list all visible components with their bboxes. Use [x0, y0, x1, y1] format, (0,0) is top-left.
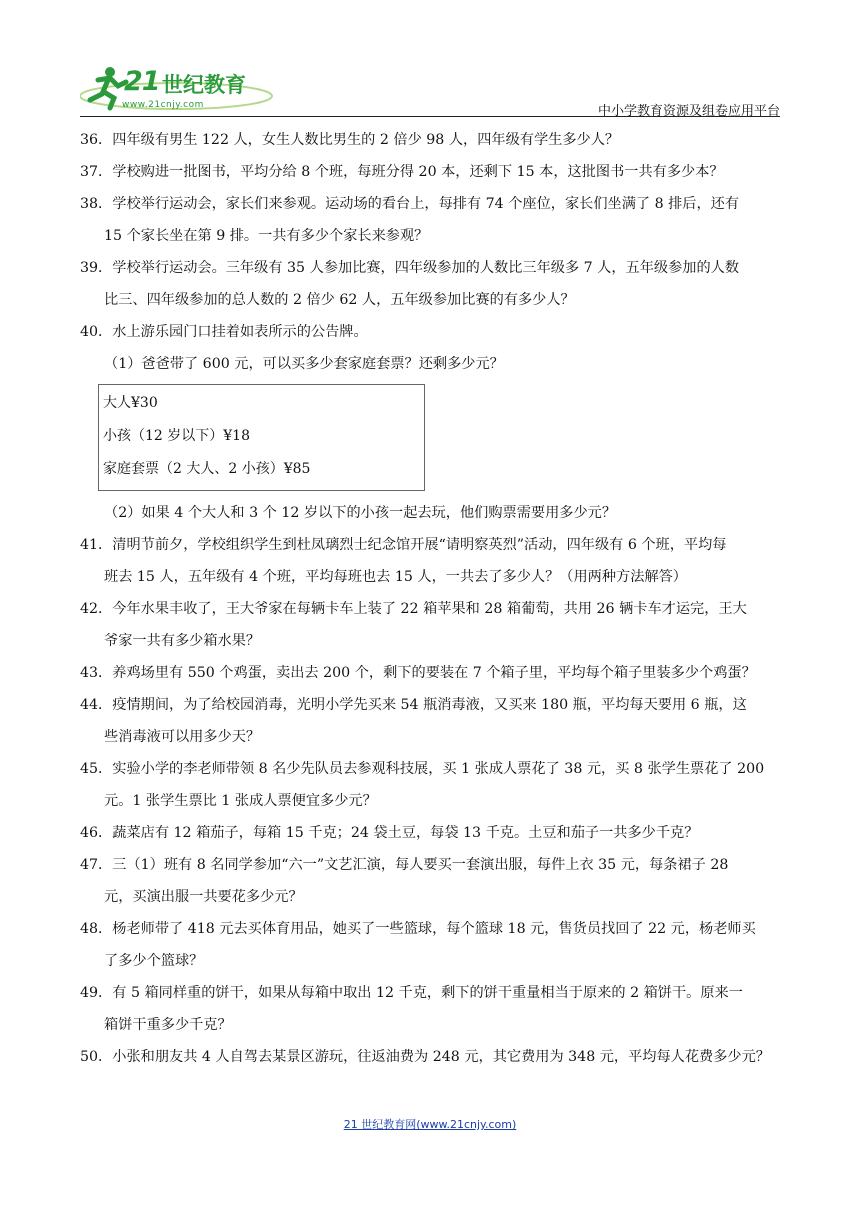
- question-number: 39．: [80, 260, 113, 276]
- logo-number: 21: [124, 66, 160, 97]
- question-48-line-2: [80, 945, 782, 977]
- question-text: 水上游乐园门口挂着如表所示的公告牌。: [112, 324, 368, 340]
- logo-url: www.21cnjy.com: [122, 100, 204, 110]
- question-44: [80, 689, 782, 721]
- question-number: 40．: [80, 324, 113, 340]
- question-text: 学校购进一批图书，平均分给 8 个班，每班分得 20 本，还剩下 15 本，这批图书一共有多少本？: [112, 164, 724, 180]
- question-45-line-2: [80, 785, 782, 817]
- page-footer: [0, 1113, 860, 1132]
- question-text: 小张和朋友共 4 人自驾去某景区游玩，往返油费为 248 元，其它费用为 348 元，平均每人花费多少元？: [112, 1049, 770, 1065]
- question-number: 42．: [80, 601, 113, 617]
- question-number: 47．: [80, 857, 113, 873]
- q40-sub1: （1）爸爸带了 600 元，可以买多少套家庭套票？还剩多少元？: [104, 356, 504, 372]
- footer-link[interactable]: 21 世纪教育网(www.21cnjy.com): [343, 1118, 517, 1131]
- question-38-line-2: [80, 220, 782, 252]
- question-list: [80, 124, 782, 1073]
- question-42: [80, 593, 782, 625]
- question-number: 37．: [80, 164, 113, 180]
- question-text: 学校举行运动会，家长们来参观。运动场的看台上，每排有 74 个座位，家长们坐满了 8 排后，还有: [112, 196, 740, 212]
- question-39: [80, 252, 782, 284]
- question-number: 48．: [80, 921, 113, 937]
- question-text: 箱饼干重多少千克？: [104, 1017, 232, 1033]
- question-36: [80, 124, 782, 156]
- question-47-line-2: [80, 881, 782, 913]
- question-text: 爷家一共有多少箱水果？: [104, 633, 261, 649]
- question-37: [80, 156, 782, 188]
- question-number: 38．: [80, 196, 113, 212]
- question-45: [80, 753, 782, 785]
- question-text: 杨老师带了 418 元去买体育用品，她买了一些篮球，每个篮球 18 元，售货员找回了 22 元，杨老师买: [112, 921, 756, 937]
- question-text: 四年级有男生 122 人，女生人数比男生的 2 倍少 98 人，四年级有学生多少人？: [112, 132, 620, 148]
- question-text: 班去 15 人，五年级有 4 个班，平均每班也去 15 人，一共去了多少人？（用两种方法解答）: [104, 569, 687, 585]
- question-number: 46．: [80, 825, 113, 841]
- question-number: 49．: [80, 985, 113, 1001]
- question-44-line-2: [80, 721, 782, 753]
- question-47: [80, 849, 782, 881]
- question-38: [80, 188, 782, 220]
- question-text: 15 个家长坐在第 9 排。一共有多少个家长来参观？: [104, 228, 429, 244]
- logo: [80, 62, 280, 114]
- question-number: 45．: [80, 761, 113, 777]
- question-number: 36．: [80, 132, 113, 148]
- question-40: [80, 316, 782, 348]
- question-text: 疫情期间，为了给校园消毒，光明小学先买来 54 瓶消毒液，又买来 180 瓶，平均每天要用 6 瓶，这: [112, 697, 747, 713]
- header-divider: [80, 116, 780, 117]
- platform-title: 中小学教育资源及组卷应用平台: [597, 104, 780, 119]
- question-text: 比三、四年级参加的总人数的 2 倍少 62 人，五年级参加比赛的有多少人？: [104, 292, 575, 308]
- question-text: 元。1 张学生票比 1 张成人票便宜多少元？: [104, 793, 377, 809]
- price-notice-board: [98, 384, 425, 491]
- question-text: 清明节前夕，学校组织学生到杜凤璃烈士纪念馆开展“请明察英烈”活动，四年级有 6 个班，平均每: [112, 537, 727, 553]
- question-text: 蔬菜店有 12 箱茄子，每箱 15 千克；24 袋土豆，每袋 13 千克。土豆和茄子一共多少千克？: [112, 825, 699, 841]
- question-text: 今年水果丰收了，王大爷家在每辆卡车上装了 22 箱苹果和 28 箱葡萄，共用 26 辆卡车才运完，王大: [112, 601, 747, 617]
- question-text: 学校举行运动会。三年级有 35 人参加比赛，四年级参加的人数比三年级多 7 人，五年级参加的人数: [112, 260, 740, 276]
- question-number: 41．: [80, 537, 113, 553]
- question-number: 43．: [80, 665, 113, 681]
- question-text: 实验小学的李老师带领 8 名少先队员去参观科技展，买 1 张成人票花了 38 元，买 8 张学生票花了 200: [112, 761, 765, 777]
- price-item: 家庭套票（2 大人、2 小孩）¥85: [103, 461, 311, 477]
- question-text: 了多少个篮球？: [104, 953, 204, 969]
- question-46: [80, 817, 782, 849]
- question-text: 有 5 箱同样重的饼干，如果从每箱中取出 12 千克，剩下的饼干重量相当于原来的 2 箱饼干。原来一: [112, 985, 743, 1001]
- price-item: 大人¥30: [103, 395, 158, 411]
- question-text: 些消毒液可以用多少天？: [104, 729, 261, 745]
- page-header: [80, 62, 780, 119]
- price-item: 小孩（12 岁以下）¥18: [103, 428, 250, 444]
- question-49-line-2: [80, 1009, 782, 1041]
- question-43: [80, 657, 782, 689]
- q40-sub2: （2）如果 4 个大人和 3 个 12 岁以下的小孩一起去玩，他们购票需要用多少元？: [104, 505, 617, 521]
- question-42-line-2: [80, 625, 782, 657]
- question-text: 三（1）班有 8 名同学参加“六一”文艺汇演，每人要买一套演出服，每件上衣 35 元，每条裙子 28: [112, 857, 729, 873]
- question-48: [80, 913, 782, 945]
- question-39-line-2: [80, 284, 782, 316]
- question-50: [80, 1041, 782, 1073]
- question-number: 44．: [80, 697, 113, 713]
- question-49: [80, 977, 782, 1009]
- question-number: 50．: [80, 1049, 113, 1065]
- question-text: 元，买演出服一共要花多少元？: [104, 889, 303, 905]
- question-41-line-2: [80, 561, 782, 593]
- question-41: [80, 529, 782, 561]
- logo-name: 世纪教育: [162, 73, 246, 97]
- question-text: 养鸡场里有 550 个鸡蛋，卖出去 200 个，剩下的要装在 7 个箱子里，平均每个箱子里装多少个鸡蛋？: [112, 665, 756, 681]
